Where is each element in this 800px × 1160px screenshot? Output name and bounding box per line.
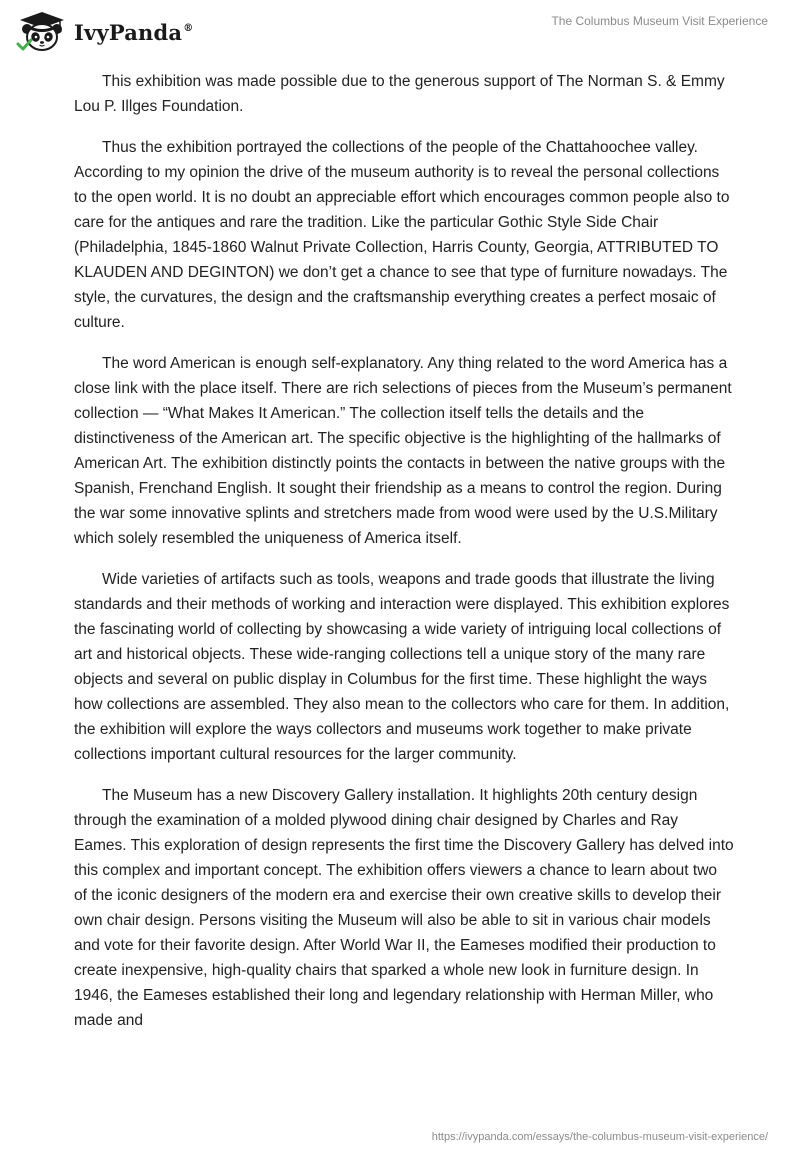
paragraph: Wide varieties of artifacts such as tools, weapons and trade goods that illustrate the living standards and their methods of working and interaction were displayed. This exhibition explores the fascinating world of collecting by showcasing a wide variety of intriguing local collections of art and historical objects. These wide-ranging collections tell a unique story of the many rare objects and several on public display in Columbus for the first time. These highlight the ways how collections are assembled. They also mean to the collectors who care for them. In addition, the exhibition will explore the ways collectors and museums work together to make private collections important cultural resources for the larger community. bbox=[74, 571, 730, 763]
source-url[interactable]: https://ivypanda.com/essays/the-columbus-museum-visit-experience/ bbox=[431, 1131, 768, 1143]
document-title: The Columbus Museum Visit Experience bbox=[551, 14, 768, 28]
page-header bbox=[0, 0, 800, 60]
paragraph: Thus the exhibition portrayed the collections of the people of the Chattahoochee valley. According to my opinion the drive of the museum authority is to reveal the personal collections to the open world. It is no doubt an appreciable effort which encourages common people also to care for the antiques and rare the tradition. Like the particular Gothic Style Side Chair (Philadelphia, 1845-1860 Walnut Private Collection, Harris County, Georgia, ATTRIBUTED TO KLAUDEN AND DEGINTON) we don’t get a chance to see that type of furniture nowadays. The style, the curvatures, the design and the craftsmanship everything creates a perfect mosaic of culture. bbox=[74, 139, 730, 331]
paragraph: This exhibition was made possible due to the generous support of The Norman S. & Emmy Lou P. Illges Foundation. bbox=[74, 73, 725, 115]
essay-body bbox=[74, 69, 734, 1049]
panda-graduate-icon bbox=[16, 10, 68, 54]
registered-mark: ® bbox=[183, 22, 194, 34]
paragraph: The word American is enough self-explanatory. Any thing related to the word America has a close link with the place itself. There are rich selections of pieces from the Museum’s permanent collection — “What Makes It American.” The collection itself tells the details and the distinctiveness of the American art. The specific objective is the highlighting of the hallmarks of American Art. The exhibition distinctly points the contacts in between the native groups with the Spanish, Frenchand English. It sought their friendship as a means to control the region. During the war some innovative splints and stretchers made from wood were used by the U.S.Military which solely resembled the uniqueness of America itself. bbox=[74, 355, 732, 547]
brand-logo[interactable] bbox=[16, 10, 193, 54]
paragraph: The Museum has a new Discovery Gallery installation. It highlights 20th century design through the examination of a molded plywood dining chair designed by Charles and Ray Eames. This exploration of design represents the first time the Discovery Gallery has delved into this complex and important concept. The exhibition offers viewers a chance to learn about two of the iconic designers of the modern era and exercise their own creative skills to develop their own chair design. Persons visiting the Museum will also be able to sit in various chair models and vote for their favorite design. After World War II, the Eameses modified their production to create inexpensive, high-quality chairs that sparked a whole new look in furniture design. In 1946, the Eameses established their long and legendary relationship with Herman Miller, who made and bbox=[74, 787, 734, 1029]
brand-name: IvyPanda® bbox=[74, 19, 194, 45]
